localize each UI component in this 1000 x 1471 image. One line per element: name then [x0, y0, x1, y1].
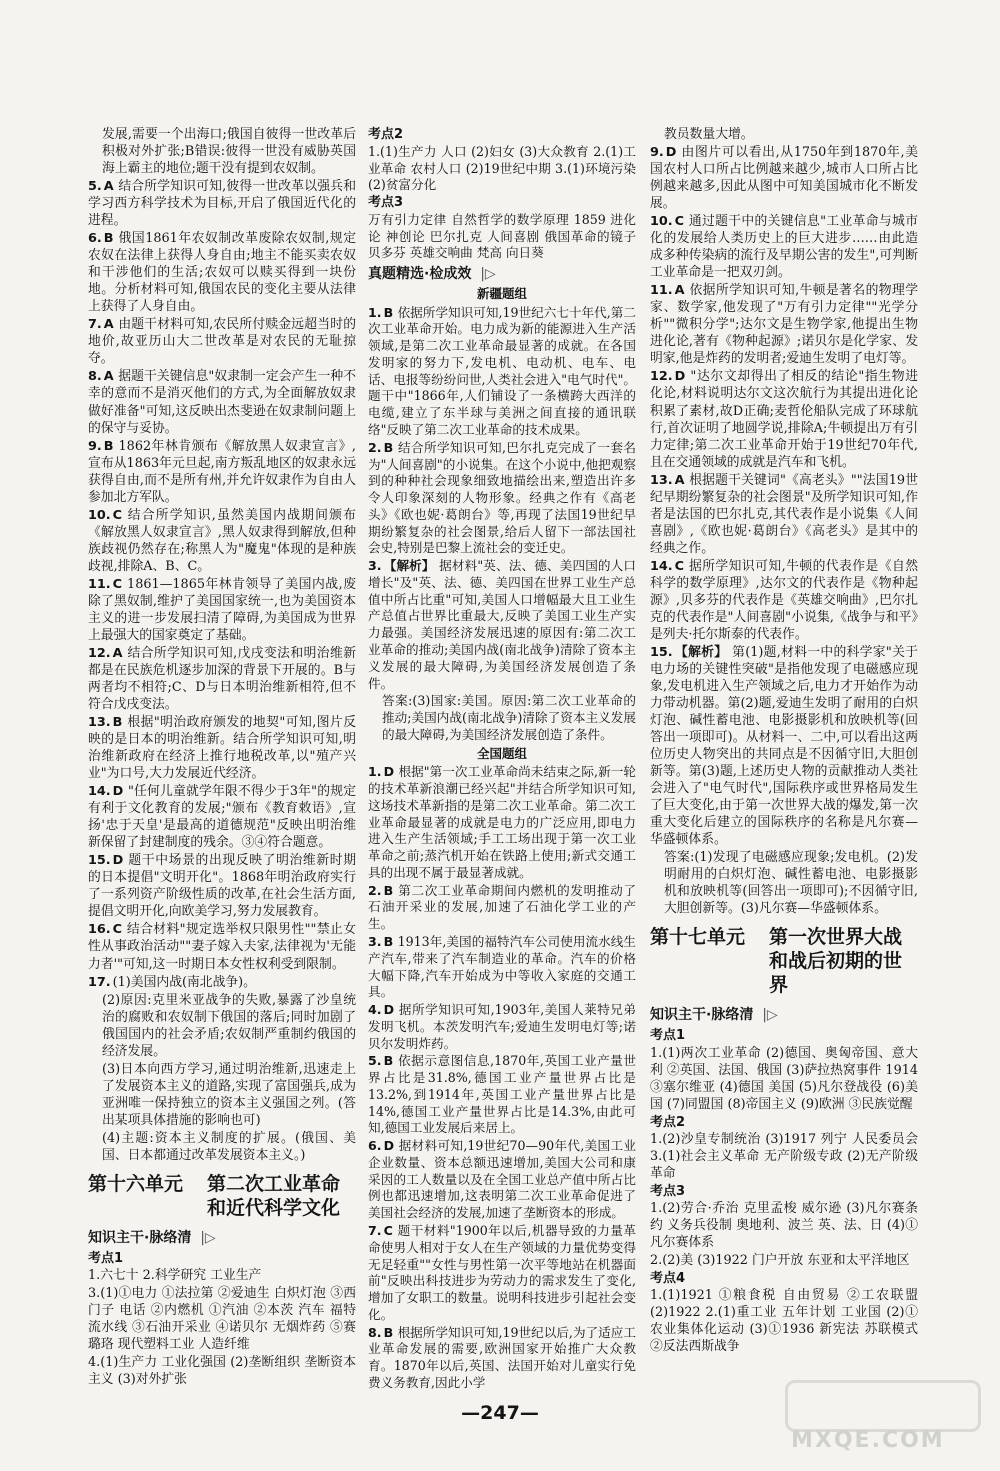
item-text: 据所学知识可知,牛顿的代表作是《自然科学的数学原理》,达尔文的代表作是《物种起源》,贝多芬的代表作是《英雄交响曲》,巴尔扎克的代表作是"人间喜剧"小说集,《战争与和平》是列夫·托尔斯泰的代表作。: [650, 558, 918, 642]
answer-item: [88, 178, 356, 229]
item-text: (1)美国内战(南北战争)。: [112, 974, 256, 990]
unit-name: 第二次工业革命和近代科学文化: [207, 1172, 341, 1219]
answer-key: B: [103, 438, 119, 454]
item-text: 据材料"英、法、德、美四国的人口增长"及"英、法、德、美四国在世界工业生产总值中所占比重"可知,美国人口增幅最大且工业生产总值占世界比重最大,反映了美国工业生产实力最强。美国经济发展迅速的原因有:第二次工业革命的推动;美国内战(南北战争)清除了资本主义发展的最大障碍,为美国经济发展创造了条件。: [368, 558, 636, 691]
item-text: 题干材料"1900年以后,机器导致的力量革命使男人相对于女人在生产领域的力量优势变得无足轻重""女性与男性第一次平等地站在机器面前"反映出科技进步为劳动力的需求发生了变化,增加了女职工的数量。说明科技进步引起社会变化。: [368, 1223, 636, 1322]
item-text: "任何儿童就学年限不得少于3年"的规定有利于文化教育的发展;"颁布《教育敕语》,宣扬'忠于天皇'是最高的道德规范"反映出明治维新保留了封建制度的残余。③④符合题意。: [88, 784, 357, 851]
answer-item: [88, 783, 356, 851]
answer-item: [88, 921, 356, 972]
kaodian-line: 1.(1)生产力 人口 (2)妇女 (3)大众教育 2.(1)工业革命 农村人口 (2)19世纪中期 3.(1)环境污染 (2)贫富分化: [368, 143, 636, 193]
answer-item: [88, 1061, 356, 1129]
item-number: 6.: [88, 231, 102, 247]
answer-list-right: [650, 126, 918, 917]
answer-item: [88, 714, 356, 782]
item-text: 发展,需要一个出海口;俄国自彼得一世改革后积极对外扩张;B错误:彼得一世没有威胁英国海上霸主的地位;题干没有提到农奴制。: [102, 127, 356, 177]
unit-16-title: [88, 1172, 356, 1220]
item-number: 16.: [88, 922, 111, 938]
answer-item: [368, 934, 636, 1001]
item-text: 通过题干中的关键信息"工业革命与城市化的发展给人类历史上的巨大进步……由此造成多种传染病的流行及早期公害的发生",可判断工业革命是一把双刃剑。: [650, 214, 918, 281]
answer-key: B: [383, 933, 398, 949]
item-text: 俄国1861年农奴制改革废除农奴制,规定农奴在法律上获得人身自由;地主不能买卖农奴和干涉他们的生活;农奴可以赎买得到一块份地。分析材料可知,俄国农民的变化主要从法律上获得了人身自由。: [88, 231, 356, 315]
answer-item: [368, 1325, 636, 1392]
item-number: 3.: [368, 558, 382, 574]
answer-key: C: [674, 558, 689, 574]
item-text: (3)日本向西方学习,通过明治维新,迅速走上了发展资本主义的道路,实现了富国强兵,成为亚洲唯一保持独立的资本主义强国之列。(答出某项具体措施的影响也可): [102, 1061, 356, 1128]
item-number: 3.: [368, 933, 382, 949]
kaodian-line: 3.(1)①电力 ①法拉第 ②爱迪生 白炽灯泡 ③西门子 电话 ②内燃机 ①汽油 ②本茨 汽车 福特 流水线 ③石油开采业 ④诺贝尔 无烟炸药 ⑤赛璐珞 现代塑料工业 人造纤维: [88, 1285, 356, 1353]
answer-key: D: [112, 853, 129, 869]
answer-item: [368, 440, 636, 557]
answer-key: D: [112, 784, 128, 800]
section-title: 知识主干·脉络清: [88, 1229, 192, 1246]
kaodian-label: 考点2: [368, 127, 404, 142]
answer-item: [368, 558, 636, 692]
answer-key: B: [103, 231, 119, 247]
kaodian-content: [368, 212, 636, 262]
item-number: 1.: [368, 304, 382, 320]
item-text: 依据所学知识可知,牛顿是著名的物理学家、数学家,他发现了"万有引力定律""光学分析""微积分学";达尔文是生物学家,他提出生物进化论,著有《物种起源》;诺贝尔是化学家、发明家,他是炸药的发明者;爱迪生发明了电灯等。: [650, 283, 919, 367]
answer-item: [650, 144, 918, 212]
item-text: 由图片可以看出,从1750年到1870年,美国农村人口所占比例越来越少,城市人口所占比例越来越多,因此从图中可知美国城市化不断发展。: [650, 145, 919, 212]
kaodian-content: [650, 1200, 918, 1269]
section-heading: [368, 266, 636, 283]
item-number: 15.: [650, 644, 673, 660]
watermark-logo: [785, 1380, 985, 1458]
item-number: 4.: [368, 1002, 382, 1018]
item-number: 13.: [88, 715, 111, 731]
answer-item: [368, 1053, 636, 1137]
kaodian-label: 考点2: [650, 1114, 686, 1130]
answer-item: [650, 368, 918, 470]
answer-item: [88, 507, 356, 575]
answer-item: [650, 644, 918, 848]
item-number: 12.: [650, 369, 673, 385]
unit-number: 第十六单元: [88, 1172, 184, 1195]
item-text: 答案:(3)国家:美国。原因:第二次工业革命的推动;美国内战(南北战争)清除了资本主义发展的最大障碍,为美国经济发展创造了条件。: [382, 693, 636, 742]
answer-item: [368, 1002, 636, 1052]
item-number: 5.: [368, 1053, 382, 1069]
item-text: 1913年,美国的福特汽车公司使用流水线生产汽车,带来了汽车制造业的革命。汽车的价格大幅下降,汽车开始成为中等收入家庭的交通工具。: [368, 933, 637, 1000]
answer-item: [368, 693, 636, 743]
answer-key: 【解析】: [383, 558, 440, 574]
item-number: 6.: [368, 1138, 382, 1154]
item-number: 17.: [88, 974, 111, 990]
answer-list-left: [88, 126, 356, 1164]
item-text: 答案:(1)发现了电磁感应现象;发电机。(2)发明耐用的白炽灯泡、碱性蓄电池、电影摄影机和放映机等(回答出一项即可);不因循守旧,大胆创新等。(3)凡尔赛—华盛顿体系。: [664, 850, 918, 917]
answer-list-national: [368, 764, 636, 1391]
answer-key: C: [112, 922, 127, 938]
answer-item: [368, 1223, 636, 1324]
answer-key: B: [383, 304, 398, 320]
item-number: 9.: [650, 145, 664, 161]
kaodian-line: 1.(2)劳合·乔治 克里孟梭 威尔逊 (3)凡尔赛条约 义务兵役制 奥地利、波兰 英、法、日 (4)①凡尔赛体系: [650, 1200, 918, 1250]
kaodian-line: 2.(2)美 (3)1922 门户开放 东亚和太平洋地区: [650, 1252, 910, 1268]
kaodian-line: 万有引力定律 自然哲学的数学原理 1859 进化论 神创论 巴尔扎克 人间喜剧 俄国革命的镜子 贝多芬 英雄交响曲 梵高 向日葵: [368, 211, 636, 261]
watermark-text: MXQE.COM: [791, 1428, 945, 1453]
item-text: 第(1)题,材料一中的科学家"关于电力场的关键性突破"是指他发现了电磁感应现象,发电机进入生产领域之后,电力才开始作为动力带动机器。第(2)题,爱迪生发明了耐用的白炽灯泡、碱性蓄电池、电影摄影机和放映机等(回答出一项即可)。从材料一、二中,可以看出这两位历史人物突出的共同点是不因循守旧,大胆创新等。第(3)题,上述历史人物的贡献推动人类社会进入了"电气时代",国际秩序或世界格局发生了巨大变化,由于第一次世界大战的爆发,第一次重大变化后建立的国际秩序的名称是凡尔赛—华盛顿体系。: [650, 644, 918, 848]
item-number: 7.: [368, 1223, 382, 1238]
answer-item: [88, 438, 356, 506]
answer-item: [650, 558, 918, 643]
kaodian-content: [650, 1045, 918, 1113]
section-title: 知识主干·脉络清: [650, 1007, 754, 1024]
answer-item: [88, 645, 356, 713]
answer-item: [368, 1138, 636, 1222]
answer-key: C: [674, 214, 689, 230]
arrow-icon: |▷: [480, 266, 496, 283]
page-number: —247—: [461, 1402, 539, 1424]
item-number: 11.: [88, 576, 111, 592]
item-text: 第二次工业革命期间内燃机的发明推动了石油开采业的发展,加速了石油化学工业的产生。: [368, 882, 637, 932]
answer-item: [650, 282, 918, 367]
item-text: 结合所学知识可知,巴尔扎克完成了一套名为"人间喜剧"的小说集。在这个小说中,他把观察到的种种社会现象细致地描绘出来,塑造出许多令人印象深刻的人物形象。经典之作有《高老头》《欧也妮·葛朗台》等,再现了法国19世纪早期纷繁复杂的社会图景,给后人留下一部法国社会史,特别是巴黎上流社会的变迁史。: [368, 439, 637, 556]
item-number: 8.: [368, 1324, 382, 1340]
kaodian-line: 1.六七十 2.科学研究 工业生产: [88, 1267, 262, 1283]
item-number: 13.: [650, 472, 673, 488]
unit-name: 第一次世界大战和战后初期的世界: [769, 926, 903, 997]
answer-item: [88, 992, 356, 1060]
kaodian-label: 考点1: [650, 1028, 686, 1044]
group-heading: 全国题组: [476, 745, 527, 761]
item-number: 1.: [368, 764, 382, 780]
item-text: 根据"第一次工业革命尚未结束之际,新一轮的技术革新浪潮已经兴起"并结合所学知识可知,这场技术革新指的是第二次工业革命。第二次工业革命最显著的成就是电力的广泛应用,即电力进入生产生活领域;手工工场出现于第一次工业革命之前;蒸汽机开始在铁路上使用;新式交通工具的出现不属于最显著成就。: [368, 764, 637, 880]
answer-key: B: [112, 715, 128, 731]
column-right: [650, 126, 918, 1356]
unit-number: 第十七单元: [650, 926, 746, 949]
item-number: 15.: [88, 853, 111, 869]
item-number: 9.: [88, 438, 102, 454]
item-text: 据题干关键信息"奴隶制一定会产生一种不幸的意而不是消灭他们的方式,为全面解放奴隶做好准备"可知,这反映出杰斐逊在奴隶制问题上的保守与妥协。: [88, 369, 357, 436]
item-text: 根据"明治政府颁发的地契"可知,图片反映的是日本的明治维新。结合所学知识可知,明治维新政府在经济上推行地税改革,以"殖产兴业"为口号,大力发展近代经济。: [88, 715, 357, 782]
answer-key: A: [112, 645, 128, 661]
kaodian-line: 1.(2)沙皇专制统治 (3)1917 列宁 人民委员会 3.(1)社会主义革命 无产阶级专政 (2)无产阶级革命: [650, 1131, 918, 1181]
kaodian-line: 1.(1)1921 ①粮食税 自由贸易 ②工农联盟 (2)1922 2.(1)重工业 五年计划 工业国 (2)①农业集体化运动 (3)①1936 新宪法 苏联模式 ②反法西斯战争: [650, 1287, 918, 1355]
answer-item: [650, 849, 918, 917]
answer-key: 【解析】: [674, 644, 733, 660]
item-text: (4)主题:资本主义制度的扩展。(俄国、美国、日本都通过改革发展资本主义。): [102, 1130, 356, 1163]
column-middle: [368, 126, 636, 1393]
item-text: 结合所学知识可知,戊戌变法和明治维新都是在民族危机逐步加深的背景下开展的。B与两者均不相符;C、D与日本明治维新相符,但不符合戊戌变法。: [88, 645, 357, 713]
answer-key: A: [103, 317, 119, 333]
answer-key: D: [665, 145, 682, 161]
item-number: 12.: [88, 645, 111, 661]
answer-item: [368, 305, 636, 439]
answer-key: A: [674, 472, 690, 488]
answer-key: B: [383, 1053, 399, 1069]
answer-item: [650, 472, 918, 557]
item-number: 14.: [88, 784, 111, 800]
answer-key: D: [383, 1002, 399, 1018]
item-text: 由题干材料可知,农民所付赎金远超当时的地价,故亚历山大二世改革是对农民的无耻掠夺。: [88, 317, 356, 367]
kaodian-content: [88, 1267, 356, 1388]
arrow-icon: |▷: [762, 1007, 778, 1024]
answer-item: [650, 126, 918, 143]
answer-key: B: [383, 439, 398, 455]
item-number: 10.: [88, 507, 111, 523]
item-number: 14.: [650, 558, 673, 574]
item-text: 结合所学知识,虽然美国内战期间颁布《解放黑人奴隶宣言》,黑人奴隶得到解放,但种族歧视仍然存在;称黑人为"魔鬼"体现的是种族歧视,排除A、B、C。: [88, 507, 356, 574]
item-text: 1862年林肯颁布《解放黑人奴隶宣言》,宣布从1863年元旦起,南方叛乱地区的奴隶永远获得自由,而不是所有州,并允许奴隶作为自由人参加北方军队。: [88, 438, 356, 505]
item-text: 结合材料"规定选举权只限男性""禁止女性从事政治活动""妻子嫁入夫家,法律视为'无能力者'"可知,这一时期日本女性权利受到限制。: [88, 922, 356, 972]
item-number: 7.: [88, 317, 102, 333]
item-text: 结合所学知识可知,彼得一世改革以强兵和学习西方科学技术为目标,开启了俄国近代化的进程。: [88, 179, 356, 229]
item-text: 依据示意图信息,1870年,英国工业产量世界占比是31.8%,德国工业产量世界占比是13.2%,到1914年,英国工业产量世界占比是14%,德国工业产量世界占比是14.3%,由此可知,德国工业发展后来居上。: [368, 1053, 636, 1136]
item-text: 依据所学知识可知,19世纪六七十年代,第二次工业革命开始。电力成为新的能源进入生产活领域,是第二次工业革命最显著的成就。在各国发明家的努力下,发电机、电动机、电车、电话、电报等纷纷问世,人类社会进入"电气时代"。题干中"1866年,人们铺设了一条横跨大西洋的电缆,建立了东半球与美洲之间直接的通讯联络"反映了第二次工业革命的技术成果。: [368, 304, 636, 438]
answer-key: A: [103, 369, 119, 385]
answer-list-xinjiang: [368, 305, 636, 744]
answer-key: C: [112, 576, 128, 592]
item-number: 8.: [88, 369, 102, 385]
group-heading: 新疆题组: [476, 285, 527, 301]
answer-key: C: [383, 1223, 398, 1238]
answer-item: [88, 852, 356, 920]
kaodian-label: 考点1: [88, 1250, 124, 1266]
watermark-seal-icon: [785, 1380, 981, 1432]
kaodian-content: [368, 144, 636, 194]
item-text: 根据所学知识可知,19世纪以后,为了适应工业革命发展的需要,欧洲国家开始推广大众教育。1870年以后,英国、法国开始对儿童实行免费义务教育,因此小学: [368, 1324, 636, 1390]
answer-key: C: [112, 507, 128, 523]
answer-key: B: [383, 882, 399, 898]
section-heading: [650, 1007, 918, 1024]
answer-item: [88, 230, 356, 315]
answer-item: [88, 368, 356, 436]
answer-key: A: [103, 179, 119, 195]
kaodian-line: 4.(1)生产力 工业化强国 (2)垄断组织 垄断资本主义 (3)对外扩张: [88, 1355, 356, 1388]
arrow-icon: |▷: [200, 1229, 216, 1246]
kaodian-content: [650, 1287, 918, 1355]
section-heading: [88, 1230, 356, 1247]
item-text: (2)原因:克里米亚战争的失败,暴露了沙皇统治的腐败和农奴制下俄国的落后;同时加剧了俄国国内的社会矛盾;农奴制严重制约俄国的经济发展。: [102, 992, 356, 1059]
kaodian-label: 考点3: [368, 195, 404, 211]
answer-item: [88, 1130, 356, 1164]
item-text: 教员数量大增。: [664, 127, 754, 142]
answer-item: [650, 213, 918, 281]
answer-item: [88, 576, 356, 644]
item-number: 5.: [88, 179, 102, 195]
kaodian-label: 考点3: [650, 1183, 686, 1199]
unit-17-title: [650, 925, 918, 997]
answer-key: B: [383, 1324, 398, 1340]
answer-item: [88, 316, 356, 367]
item-text: 题干中场景的出现反映了明治维新时期的日本提倡"文明开化"。1868年明治政府实行了一系列资产阶级性质的改革,在社会生活方面,提倡文明开化,向欧美学习,努力发展教育。: [88, 853, 357, 920]
kaodian-label: 考点4: [650, 1270, 686, 1286]
answer-key: D: [383, 1138, 399, 1154]
item-text: 根据题干关键词"《高老头》""法国19世纪早期纷繁复杂的社会图景"及所学知识可知,作者是法国的巴尔扎克,其代表作是小说集《人间喜剧》,《欧也妮·葛朗台》《高老头》是其中的经典之作。: [650, 472, 918, 556]
answer-key: D: [383, 764, 399, 780]
item-text: "达尔文却得出了相反的结论"指生物进化论,材料说明达尔文这次航行为其提出进化论积累了素材,故D正确;麦哲伦船队完成了环球航行,首次证明了地圆学说,排除A;牛顿提出万有引力定律;第二次工业革命开始于19世纪70年代,且在交通领域的成就是汽车和飞机。: [650, 369, 918, 470]
kaodian-line: 1.(1)两次工业革命 (2)德国、奥匈帝国、意大利 ②英国、法国、俄国 (3)萨拉热窝事件 1914 ③塞尔维亚 (4)德国 美国 (5)凡尔登战役 (6)美国 (7)同盟国 (8)帝国主义 (9)欧洲 ③民族觉醒: [650, 1045, 918, 1112]
item-text: 据材料可知,19世纪70—90年代,美国工业企业数量、资本总额迅速增加,美国大公司和康采因的工人数量以及在全国工业总产值中所占比例也都迅速增加,这表明第二次工业革命促进了美国社会经济的发展,加速了垄断资本的形成。: [368, 1138, 636, 1221]
section-title: 真题精选·检成效: [368, 266, 472, 283]
item-number: 10.: [650, 214, 673, 230]
answer-item: [368, 883, 636, 933]
answer-item: [88, 974, 356, 991]
item-number: 2.: [368, 439, 382, 455]
item-number: 11.: [650, 283, 673, 299]
kaodian-content: [650, 1131, 918, 1182]
item-number: 2.: [368, 882, 382, 898]
item-text: 据所学知识可知,1903年,美国人莱特兄弟发明飞机。本茨发明汽车;爱迪生发明电灯等;诺贝尔发明炸药。: [368, 1002, 637, 1051]
answer-item: [368, 764, 636, 881]
item-text: 1861—1865年林肯领导了美国内战,废除了黑奴制,维护了美国国家统一,也为美国资本主义的进一步发展扫清了障碍,为美国成为世界上最强大的国家奠定了基础。: [88, 576, 356, 643]
answer-item: [88, 126, 356, 177]
column-left: [88, 126, 356, 1389]
answer-key: A: [674, 283, 690, 299]
answer-key: D: [674, 369, 691, 385]
